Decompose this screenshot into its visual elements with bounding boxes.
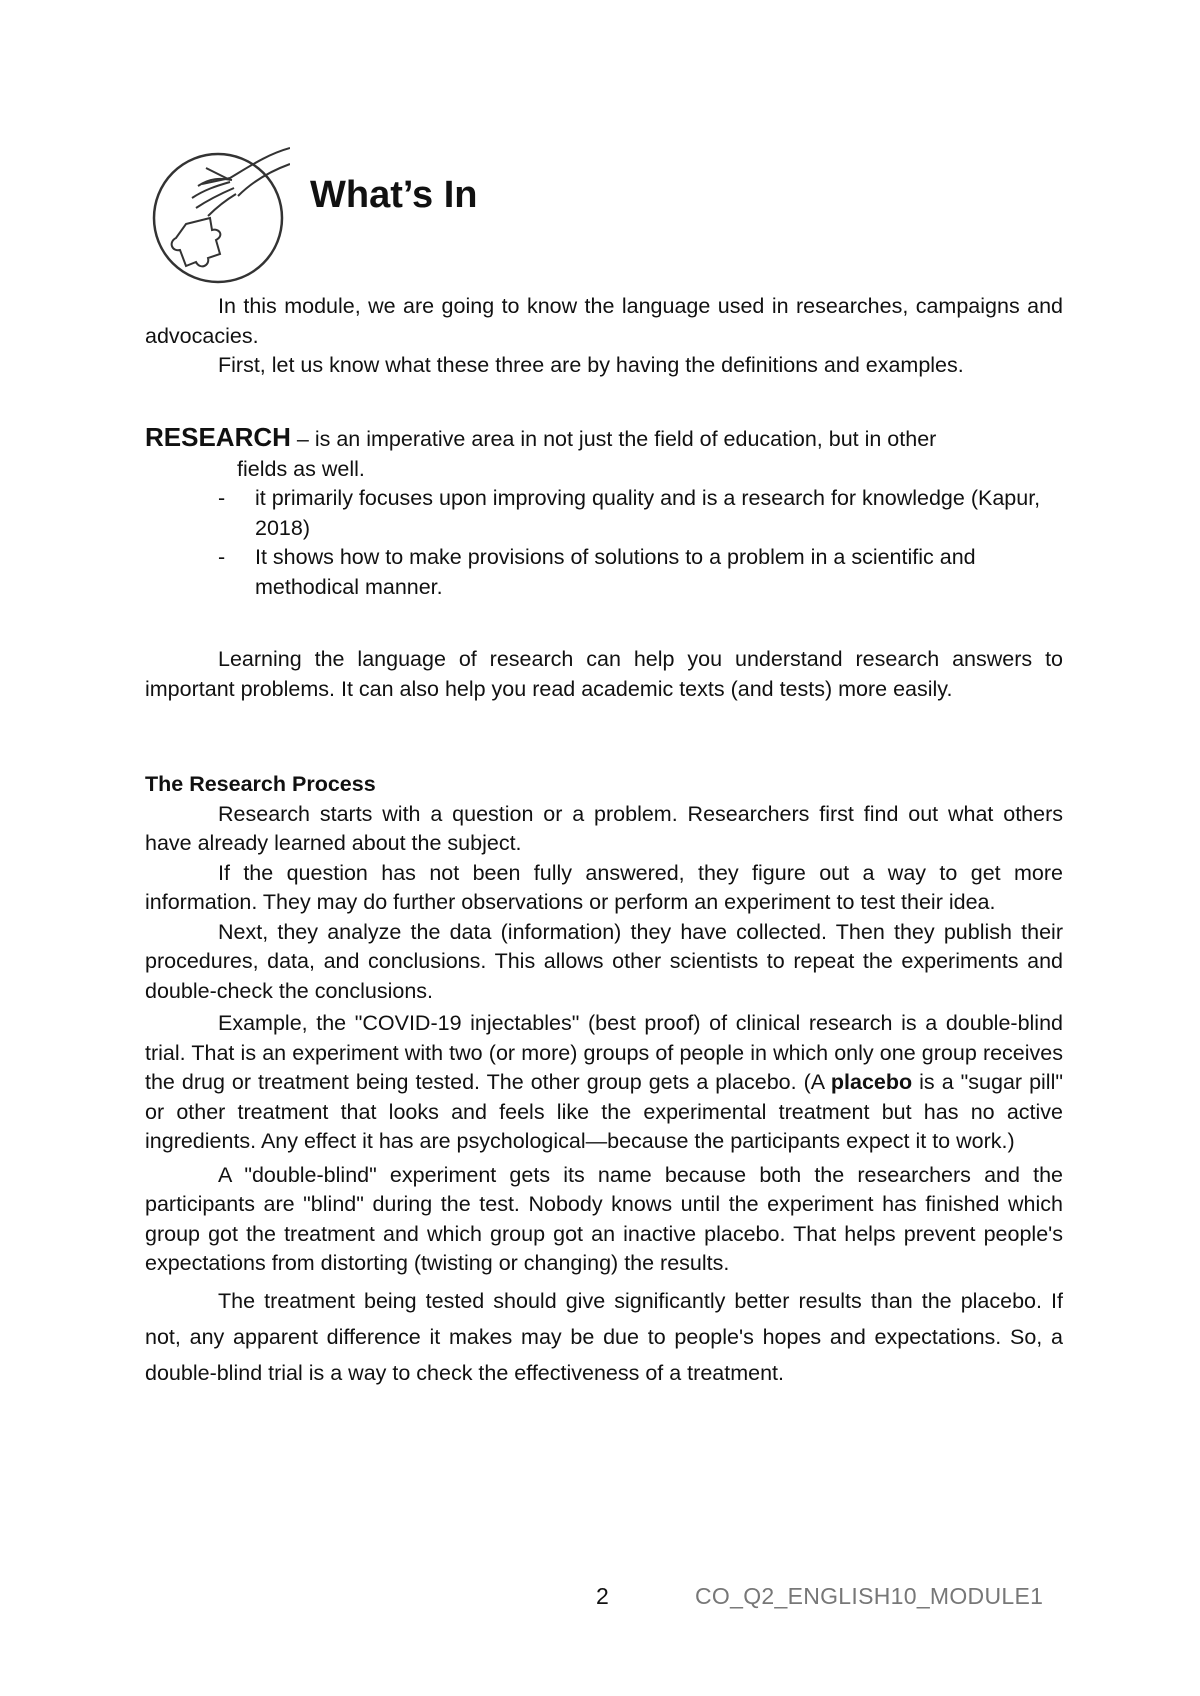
- research-definition: [145, 423, 1063, 455]
- research-point: [145, 484, 1063, 543]
- intro-paragraph: In this module, we are going to know the language used in researches, campaigns and advocacies.: [145, 294, 1063, 348]
- research-definition-text: – is an imperative area in not just the field of education, but in other: [290, 427, 937, 451]
- process-paragraph: If the question has not been fully answered, they figure out a way to get more information. They may do further observations or perform an experiment to test their idea.: [145, 860, 1063, 914]
- learning-paragraph: Learning the language of research can help you understand research answers to important problems. It can also help you read academic texts (and tests) more easily.: [145, 647, 1063, 701]
- research-term: RESEARCH: [145, 422, 291, 452]
- dash-bullet: -: [218, 486, 226, 510]
- research-point-text: it primarily focuses upon improving quality and is a research for knowledge (Kapur, 2018): [255, 486, 1041, 540]
- module-code: CO_Q2_ENGLISH10_MODULE1: [695, 1583, 1044, 1609]
- research-point: [145, 543, 1063, 602]
- process-paragraph: Next, they analyze the data (information) they have collected. Then they publish their procedures, data, and conclusions. This allows other scientists to repeat the experiments and double-check the conclusions.: [145, 919, 1063, 1003]
- process-paragraph: A "double-blind" experiment gets its name because both the researchers and the participants are "blind" during the test. Nobody knows until the experiment has finished which group got the treatment and which group got an inactive placebo. That helps prevent people's expectations from distorting (twisting or changing) the results.: [145, 1162, 1063, 1275]
- page-number: 2: [596, 1583, 609, 1609]
- example-text-end: is a "sugar pill" or other treatment that looks and feels like the experimental treatment but has no active ingredients. Any effect it has are psychological—because the participants expect it to work.): [145, 1070, 1063, 1153]
- hand-puzzle-piece-icon: [150, 138, 290, 286]
- intro-section: [145, 292, 1063, 381]
- section-title: What’s In: [310, 174, 478, 216]
- research-process-section: [145, 770, 1063, 1391]
- process-paragraph: The treatment being tested should give significantly better results than the placebo. If not, any apparent difference it makes may be due to people's hopes and expectations. So, a double-blind trial is a way to check the effectiveness of a treatment.: [145, 1288, 1063, 1385]
- learning-section: [145, 645, 1063, 704]
- research-point-text: It shows how to make provisions of solutions to a problem in a scientific and methodical manner.: [255, 545, 976, 599]
- process-paragraph: [145, 1009, 1063, 1157]
- process-paragraph: Research starts with a question or a problem. Researchers first find out what others have already learned about the subject.: [145, 801, 1063, 855]
- research-process-heading: The Research Process: [145, 772, 376, 796]
- placebo-term: placebo: [830, 1070, 913, 1094]
- research-definition-section: [145, 423, 1063, 602]
- example-text-start: Example, the "COVID-19 injectables" (best proof) of clinical research is a double-blind trial. That is an experiment with two (or more) groups of people in which only one group receives the drug or treatment being tested. The other group gets a placebo. (A: [145, 1011, 1063, 1094]
- research-definition-continuation: fields as well.: [237, 456, 365, 481]
- intro-instruction: First, let us know what these three are by having the definitions and examples.: [218, 353, 964, 377]
- dash-bullet: -: [218, 545, 226, 569]
